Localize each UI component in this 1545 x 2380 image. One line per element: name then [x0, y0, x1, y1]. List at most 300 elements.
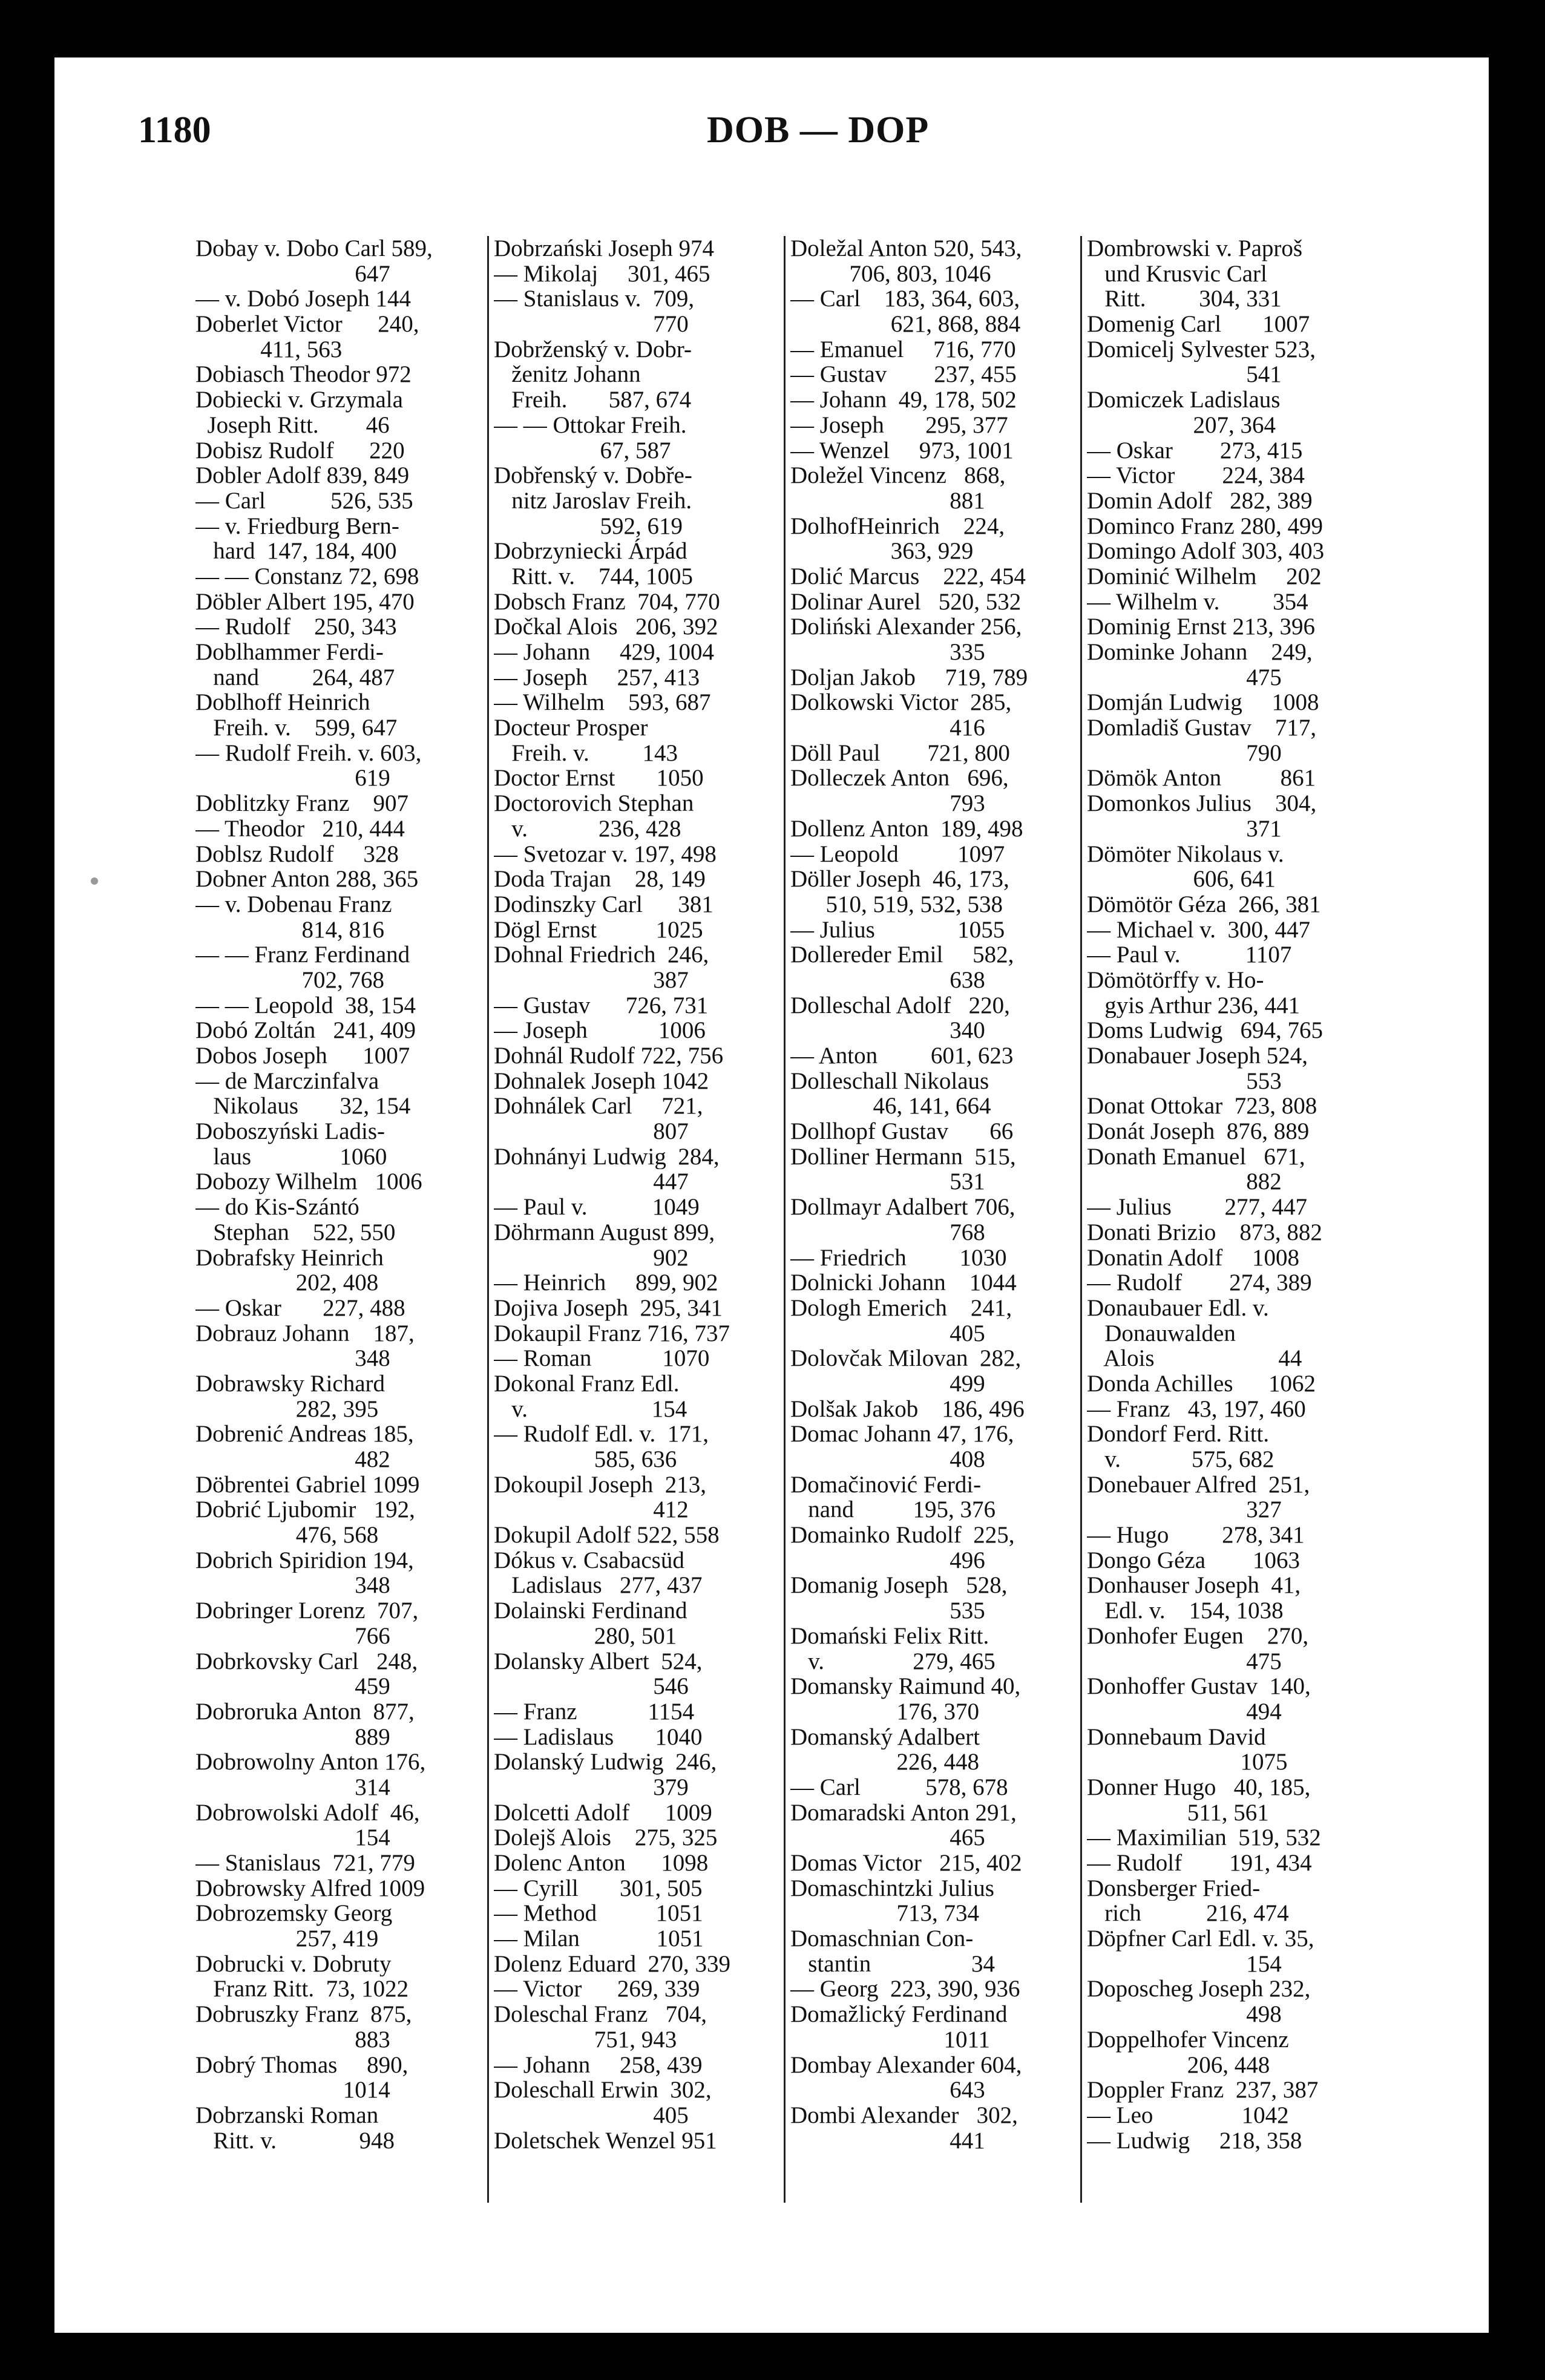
- index-entry-line: — Method 1051: [494, 1901, 703, 1927]
- index-entry-line: 511, 561: [1087, 1800, 1269, 1826]
- index-entry-line: Domansky Raimund 40,: [790, 1674, 1021, 1699]
- index-entry-line: — Paul v. 1107: [1087, 942, 1292, 968]
- index-entry-line: Dolić Marcus 222, 454: [790, 563, 1026, 589]
- index-entry-line: Doblsz Rudolf 328: [195, 841, 399, 867]
- index-entry-line: — Oskar 227, 488: [195, 1295, 405, 1321]
- index-entry-line: — Anton 601, 623: [790, 1043, 1014, 1069]
- index-entry-line: 176, 370: [790, 1699, 979, 1725]
- index-entry-line: — Wilhelm v. 354: [1087, 589, 1308, 615]
- index-entry-line: 790: [1087, 740, 1282, 766]
- margin-dot: [91, 877, 98, 885]
- index-entry-line: 546: [494, 1674, 689, 1699]
- index-entry-line: Dongo Géza 1063: [1087, 1547, 1301, 1573]
- index-entry-line: 363, 929: [790, 539, 974, 564]
- index-entry-line: 702, 768: [195, 967, 384, 993]
- index-entry-line: — Milan 1051: [494, 1926, 704, 1952]
- index-entry-line: 348: [195, 1573, 390, 1599]
- index-entry-line: Donati Brizio 873, 882: [1087, 1219, 1322, 1245]
- index-entry-line: Dobozy Wilhelm 1006: [195, 1169, 422, 1195]
- index-entry-line: Dolcetti Adolf 1009: [494, 1800, 712, 1826]
- index-entry-line: Dobler Adolf 839, 849: [195, 463, 410, 488]
- index-entry-line: 340: [790, 1018, 985, 1043]
- index-entry-line: Donhauser Joseph 41,: [1087, 1573, 1301, 1599]
- index-entry-line: Joseph Ritt. 46: [195, 412, 390, 438]
- index-entry-line: Dobrozemsky Georg: [195, 1901, 393, 1927]
- index-entry-line: 766: [195, 1623, 390, 1649]
- index-entry-line: Dobó Zoltán 241, 409: [195, 1018, 416, 1043]
- index-entry-line: 1075: [1087, 1749, 1288, 1775]
- index-entry-line: Doleschal Franz 704,: [494, 2002, 707, 2027]
- index-entry-line: 476, 568: [195, 1523, 379, 1548]
- index-entry-line: 541: [1087, 362, 1282, 388]
- index-entry-line: 465: [790, 1825, 985, 1851]
- index-entry-line: Dókus v. Csabacsüd: [494, 1547, 684, 1573]
- index-entry-line: 327: [1087, 1497, 1282, 1523]
- index-entry-line: Donnebaum David: [1087, 1724, 1266, 1750]
- index-entry-line: — Johann 429, 1004: [494, 640, 714, 665]
- index-entry-line: Dobsch Franz 704, 770: [494, 589, 720, 615]
- index-entry-line: 412: [494, 1497, 689, 1523]
- index-entry-line: Dolliner Hermann 515,: [790, 1144, 1016, 1170]
- index-entry-line: Dobay v. Dobo Carl 589,: [195, 236, 433, 261]
- index-entry-line: — Rudolf 250, 343: [195, 614, 397, 640]
- index-entry-line: — Joseph 257, 413: [494, 664, 700, 690]
- index-entry-line: Doms Ludwig 694, 765: [1087, 1018, 1323, 1043]
- index-entry-line: Dodinszky Carl 381: [494, 891, 713, 917]
- index-entry-line: Domonkos Julius 304,: [1087, 791, 1317, 816]
- index-entry-line: — — Constanz 72, 698: [195, 563, 419, 589]
- index-entry-line: Dombi Alexander 302,: [790, 2102, 1018, 2128]
- index-entry-line: nand 195, 376: [790, 1497, 996, 1523]
- index-entry-line: — Gustav 237, 455: [790, 362, 1017, 388]
- index-entry-line: Dobřenský v. Dobře-: [494, 463, 692, 488]
- index-entry-line: Dolenz Eduard 270, 339: [494, 1951, 730, 1977]
- index-entry-line: Dömötör Géza 266, 381: [1087, 891, 1321, 917]
- index-entry-line: — Julius 1055: [790, 917, 1005, 943]
- index-entry-line: 535: [790, 1598, 985, 1624]
- index-entry-line: Doposcheg Joseph 232,: [1087, 1976, 1311, 2002]
- index-entry-line: Donsberger Fried-: [1087, 1875, 1261, 1901]
- index-entry-line: Donaubauer Edl. v.: [1087, 1295, 1269, 1321]
- index-entry-line: Doctor Ernst 1050: [494, 765, 704, 792]
- index-entry-line: Dolanský Ludwig 246,: [494, 1749, 717, 1775]
- index-entry-line: 475: [1087, 1648, 1282, 1674]
- index-entry-line: — Ludwig 218, 358: [1087, 2128, 1302, 2154]
- index-entry-line: Döpfner Carl Edl. v. 35,: [1087, 1926, 1314, 1952]
- index-entry-line: 441: [790, 2128, 985, 2154]
- index-entry-line: Donebauer Alfred 251,: [1087, 1472, 1310, 1498]
- index-entry-line: Doležal Anton 520, 543,: [790, 236, 1022, 261]
- index-entry-line: — Johann 49, 178, 502: [790, 387, 1017, 413]
- index-entry-line: 387: [494, 967, 689, 993]
- index-entry-line: v. 575, 682: [1087, 1447, 1274, 1472]
- index-entry-line: Dohnálek Carl 721,: [494, 1093, 703, 1120]
- index-entry-line: — Gustav 726, 731: [494, 992, 709, 1018]
- index-entry-line: Dominke Johann 249,: [1087, 640, 1313, 665]
- index-entry-line: Dohnal Friedrich 246,: [494, 942, 709, 968]
- index-entry-line: — de Marczinfalva: [195, 1068, 379, 1094]
- index-entry-line: laus 1060: [195, 1144, 387, 1170]
- index-entry-line: 585, 636: [494, 1447, 677, 1472]
- index-entry-line: 902: [494, 1245, 689, 1271]
- running-head: DOB — DOP: [707, 110, 930, 151]
- index-entry-line: 510, 519, 532, 538: [790, 891, 1003, 917]
- index-entry-line: Edl. v. 154, 1038: [1087, 1598, 1284, 1624]
- index-entry-line: Donhofer Eugen 270,: [1087, 1623, 1309, 1649]
- index-entry-line: Doppler Franz 237, 387: [1087, 2077, 1319, 2103]
- index-entry-line: Domján Ludwig 1008: [1087, 690, 1319, 716]
- index-entry-line: 154: [1087, 1951, 1282, 1977]
- index-entry-line: 46, 141, 664: [790, 1093, 991, 1120]
- index-entry-line: Domas Victor 215, 402: [790, 1851, 1022, 1876]
- index-entry-line: Dokonal Franz Edl.: [494, 1371, 680, 1397]
- index-entry-line: ženitz Johann: [494, 362, 641, 388]
- index-entry-line: — Michael v. 300, 447: [1087, 917, 1310, 943]
- index-entry-line: Domicelj Sylvester 523,: [1087, 336, 1316, 362]
- index-entry-line: Dobiasch Theodor 972: [195, 362, 412, 388]
- index-entry-line: Dominco Franz 280, 499: [1087, 513, 1323, 539]
- index-entry-line: — v. Dobó Joseph 144: [195, 286, 412, 312]
- index-entry-line: Dolleczek Anton 696,: [790, 765, 1009, 792]
- index-entry-line: Dolinar Aurel 520, 532: [790, 589, 1022, 615]
- index-entry-line: Donatin Adolf 1008: [1087, 1245, 1299, 1271]
- index-entry-line: Dömöter Nikolaus v.: [1087, 841, 1284, 867]
- index-entry-line: — v. Friedburg Bern-: [195, 513, 399, 539]
- index-entry-line: 889: [195, 1724, 390, 1750]
- index-entry-line: — Victor 269, 339: [494, 1976, 700, 2002]
- index-entry-line: Domažlický Ferdinand: [790, 2002, 1008, 2027]
- index-entry-line: Doberlet Victor 240,: [195, 312, 419, 337]
- index-entry-line: Dolansky Albert 524,: [494, 1648, 703, 1674]
- index-entry-line: 881: [790, 488, 985, 514]
- index-entry-line: Dojiva Joseph 295, 341: [494, 1295, 723, 1321]
- index-entry-line: 751, 943: [494, 2027, 677, 2053]
- index-entry-line: — Svetozar v. 197, 498: [494, 841, 717, 867]
- index-entry-line: Doljan Jakob 719, 789: [790, 664, 1028, 690]
- index-entry-line: — Stanislaus 721, 779: [195, 1851, 415, 1876]
- index-entry-line: — Maximilian 519, 532: [1087, 1825, 1321, 1851]
- index-entry-line: Dobroruka Anton 877,: [195, 1699, 415, 1725]
- index-entry-line: 447: [494, 1169, 689, 1195]
- index-entry-line: Dohnalek Joseph 1042: [494, 1068, 709, 1094]
- index-entry-line: — Wenzel 973, 1001: [790, 438, 1014, 464]
- index-entry-line: 882: [1087, 1169, 1282, 1195]
- index-entry-line: Ritt. v. 744, 1005: [494, 563, 693, 589]
- index-columns: [191, 236, 1386, 2203]
- index-entry-line: Ritt. 304, 331: [1087, 286, 1282, 312]
- index-entry-line: — Georg 223, 390, 936: [790, 1976, 1020, 2002]
- index-entry-line: 405: [494, 2102, 689, 2128]
- index-entry-line: Domaschnian Con-: [790, 1926, 974, 1952]
- index-entry-line: Doboszyński Ladis-: [195, 1119, 385, 1144]
- index-entry-line: — Franz 1154: [494, 1699, 695, 1725]
- index-entry-line: 202, 408: [195, 1270, 379, 1296]
- index-entry-line: Dobrić Ljubomir 192,: [195, 1497, 415, 1523]
- index-entry-line: 814, 816: [195, 917, 384, 943]
- index-entry-line: Dobrý Thomas 890,: [195, 2052, 408, 2078]
- index-entry-line: nand 264, 487: [195, 664, 395, 690]
- index-entry-line: v. 154: [494, 1396, 687, 1422]
- index-entry-line: Doliński Alexander 256,: [790, 614, 1022, 640]
- index-entry-line: — Wilhelm 593, 687: [494, 690, 711, 716]
- index-entry-line: Donat Ottokar 723, 808: [1087, 1093, 1317, 1120]
- index-entry-line: — do Kis-Szántó: [195, 1195, 359, 1220]
- index-entry-line: 706, 803, 1046: [790, 261, 991, 287]
- index-entry-line: Doblhoff Heinrich: [195, 690, 370, 716]
- index-entry-line: 713, 734: [790, 1901, 979, 1927]
- index-entry-line: — Rudolf 274, 389: [1087, 1270, 1312, 1296]
- index-entry-line: Dokoupil Joseph 213,: [494, 1472, 706, 1498]
- index-entry-line: gyis Arthur 236, 441: [1087, 992, 1301, 1018]
- index-entry-line: Dollhopf Gustav 66: [790, 1119, 1014, 1144]
- index-entry-line: Freih. v. 599, 647: [195, 715, 398, 741]
- index-entry-line: Dolleschal Adolf 220,: [790, 992, 1010, 1018]
- index-entry-line: Dobrafsky Heinrich: [195, 1245, 384, 1271]
- index-entry-line: Doblitzky Franz 907: [195, 791, 409, 816]
- index-entry-line: — Rudolf 191, 434: [1087, 1851, 1312, 1876]
- index-entry-line: Dobrzyniecki Árpád: [494, 539, 687, 564]
- index-entry-line: Dologh Emerich 241,: [790, 1295, 1012, 1321]
- index-entry-line: Stephan 522, 550: [195, 1219, 396, 1245]
- index-entry-line: Dolovčak Milovan 282,: [790, 1346, 1022, 1371]
- index-entry-line: Dolšak Jakob 186, 496: [790, 1396, 1025, 1422]
- index-entry-line: — Victor 224, 384: [1087, 463, 1305, 488]
- index-entry-line: Nikolaus 32, 154: [195, 1093, 411, 1120]
- index-entry-line: Dombay Alexander 604,: [790, 2052, 1022, 2078]
- index-entry-line: — Theodor 210, 444: [195, 816, 405, 842]
- index-entry-line: 459: [195, 1674, 390, 1699]
- index-entry-line: — Joseph 1006: [494, 1018, 706, 1043]
- index-entry-line: Freih. v. 143: [494, 740, 678, 766]
- index-entry-line: Docteur Prosper: [494, 715, 648, 741]
- index-entry-line: 335: [790, 640, 985, 665]
- index-entry-line: Donath Emanuel 671,: [1087, 1144, 1305, 1170]
- index-entry-line: Domac Johann 47, 176,: [790, 1421, 1014, 1447]
- index-entry-line: 883: [195, 2027, 390, 2053]
- index-entry-line: 416: [790, 715, 985, 741]
- index-entry-line: Dobrženský v. Dobr-: [494, 336, 692, 362]
- index-entry-line: Domański Felix Ritt.: [790, 1623, 989, 1649]
- index-entry-line: 643: [790, 2077, 985, 2103]
- index-entry-line: Dombrowski v. Paproš: [1087, 236, 1303, 261]
- index-entry-line: Domiczek Ladislaus: [1087, 387, 1281, 413]
- index-entry-line: 411, 563: [195, 336, 343, 362]
- index-entry-line: 371: [1087, 816, 1282, 842]
- index-entry-line: Dobisz Rudolf 220: [195, 438, 405, 464]
- index-entry-line: — Friedrich 1030: [790, 1245, 1007, 1271]
- index-entry-line: 499: [790, 1371, 985, 1397]
- index-entry-line: Dominig Ernst 213, 396: [1087, 614, 1315, 640]
- index-entry-line: Dobiecki v. Grzymala: [195, 387, 403, 413]
- index-entry-line: Döller Joseph 46, 173,: [790, 867, 1009, 892]
- index-entry-line: Donner Hugo 40, 185,: [1087, 1774, 1311, 1800]
- index-entry-line: Donauwalden: [1087, 1320, 1236, 1346]
- index-entry-line: 606, 641: [1087, 867, 1276, 892]
- index-entry-line: Dohnányi Ludwig 284,: [494, 1144, 720, 1170]
- index-entry-line: — Leopold 1097: [790, 841, 1005, 867]
- index-column-3: [784, 236, 1080, 2203]
- index-entry-line: Doppelhofer Vincenz: [1087, 2027, 1289, 2053]
- index-entry-line: 638: [790, 967, 985, 993]
- index-entry-line: — Heinrich 899, 902: [494, 1270, 718, 1296]
- index-entry-line: Doctorovich Stephan: [494, 791, 694, 816]
- index-entry-line: hard 147, 184, 400: [195, 539, 397, 564]
- index-entry-line: 348: [195, 1346, 390, 1371]
- index-entry-line: Dollenz Anton 189, 498: [790, 816, 1023, 842]
- index-entry-line: Dobrkovsky Carl 248,: [195, 1648, 418, 1674]
- index-entry-line: Dömötörffy v. Ho-: [1087, 967, 1264, 993]
- index-entry-line: 592, 619: [494, 513, 683, 539]
- index-entry-line: — v. Dobenau Franz: [195, 891, 392, 917]
- index-entry-line: — Paul v. 1049: [494, 1195, 700, 1220]
- index-entry-line: Döll Paul 721, 800: [790, 740, 1010, 766]
- index-entry-line: Domingo Adolf 303, 403: [1087, 539, 1325, 564]
- index-entry-line: Donát Joseph 876, 889: [1087, 1119, 1310, 1144]
- index-entry-line: — Johann 258, 439: [494, 2052, 703, 2078]
- index-entry-line: 482: [195, 1447, 390, 1472]
- index-entry-line: Ritt. v. 948: [195, 2128, 395, 2154]
- index-entry-line: 807: [494, 1119, 689, 1144]
- index-entry-line: Dolleschall Nikolaus: [790, 1068, 989, 1094]
- index-entry-line: 647: [195, 261, 390, 287]
- index-entry-line: 154: [195, 1825, 390, 1851]
- index-entry-line: 770: [494, 312, 689, 337]
- index-entry-line: rich 216, 474: [1087, 1901, 1289, 1927]
- index-entry-line: — Julius 277, 447: [1087, 1195, 1308, 1220]
- index-column-4: [1080, 236, 1377, 2203]
- index-column-2: [487, 236, 784, 2203]
- index-entry-line: Dominić Wilhelm 202: [1087, 563, 1322, 589]
- index-entry-line: Donabauer Joseph 524,: [1087, 1043, 1308, 1069]
- index-entry-line: 379: [494, 1774, 689, 1800]
- index-entry-line: 226, 448: [790, 1749, 979, 1775]
- index-entry-line: DolhofHeinrich 224,: [790, 513, 1005, 539]
- index-entry-line: Dolejš Alois 275, 325: [494, 1825, 718, 1851]
- index-entry-line: — Franz 43, 197, 460: [1087, 1396, 1306, 1422]
- index-entry-line: Dondorf Ferd. Ritt.: [1087, 1421, 1270, 1447]
- index-entry-line: Doletschek Wenzel 951: [494, 2128, 717, 2154]
- index-entry-line: Dobrich Spiridion 194,: [195, 1547, 414, 1573]
- index-entry-line: Doblhammer Ferdi-: [195, 640, 384, 665]
- index-entry-line: Domanig Joseph 528,: [790, 1573, 1008, 1599]
- index-entry-line: 1011: [790, 2027, 991, 2053]
- index-entry-line: 494: [1087, 1699, 1282, 1725]
- index-entry-line: 619: [195, 765, 390, 792]
- index-entry-line: 282, 395: [195, 1396, 379, 1422]
- index-entry-line: und Krusvic Carl: [1087, 261, 1267, 287]
- index-entry-line: — Stanislaus v. 709,: [494, 286, 695, 312]
- index-entry-line: — Hugo 278, 341: [1087, 1523, 1305, 1548]
- index-entry-line: Dohnál Rudolf 722, 756: [494, 1043, 724, 1069]
- index-entry-line: Dobos Joseph 1007: [195, 1043, 410, 1069]
- index-entry-line: nitz Jaroslav Freih.: [494, 488, 692, 514]
- index-entry-line: 67, 587: [494, 438, 671, 464]
- index-entry-line: Dobrowolski Adolf 46,: [195, 1800, 420, 1826]
- index-entry-line: Dočkal Alois 206, 392: [494, 614, 718, 640]
- index-entry-line: Dokupil Adolf 522, 558: [494, 1523, 720, 1548]
- index-entry-line: Doleschall Erwin 302,: [494, 2077, 712, 2103]
- index-entry-line: 475: [1087, 664, 1282, 690]
- index-entry-line: Domačinović Ferdi-: [790, 1472, 982, 1498]
- index-entry-line: — Mikolaj 301, 465: [494, 261, 710, 287]
- index-entry-line: Doležel Vincenz 868,: [790, 463, 1006, 488]
- index-entry-line: — Oskar 273, 415: [1087, 438, 1303, 464]
- index-entry-line: Dolenc Anton 1098: [494, 1851, 709, 1876]
- index-entry-line: — Joseph 295, 377: [790, 412, 1008, 438]
- index-entry-line: — — Ottokar Freih.: [494, 412, 687, 438]
- index-entry-line: Dömök Anton 861: [1087, 765, 1316, 792]
- index-entry-line: Dobringer Lorenz 707,: [195, 1598, 419, 1624]
- index-entry-line: — — Franz Ferdinand: [195, 942, 410, 968]
- index-entry-line: Doda Trajan 28, 149: [494, 867, 706, 892]
- index-entry-line: — Rudolf Edl. v. 171,: [494, 1421, 709, 1447]
- index-entry-line: 207, 364: [1087, 412, 1276, 438]
- index-entry-line: Döbler Albert 195, 470: [195, 589, 415, 615]
- index-entry-line: Dobrucki v. Dobruty: [195, 1951, 392, 1977]
- index-entry-line: v. 236, 428: [494, 816, 681, 842]
- index-entry-line: Dobrzanski Roman: [195, 2102, 379, 2128]
- page-number: 1180: [138, 110, 211, 151]
- index-entry-line: 405: [790, 1320, 985, 1346]
- index-entry-line: — Ladislaus 1040: [494, 1724, 703, 1750]
- index-entry-line: 1014: [195, 2077, 390, 2103]
- index-entry-line: Dobrzański Joseph 974: [494, 236, 714, 261]
- index-entry-line: 280, 501: [494, 1623, 677, 1649]
- index-entry-line: Dolainski Ferdinand: [494, 1598, 687, 1624]
- index-entry-line: 206, 448: [1087, 2052, 1270, 2078]
- index-entry-line: Freih. 587, 674: [494, 387, 692, 413]
- index-entry-line: — Cyrill 301, 505: [494, 1875, 703, 1901]
- index-entry-line: Dolnicki Johann 1044: [790, 1270, 1017, 1296]
- index-entry-line: Dobner Anton 288, 365: [195, 867, 419, 892]
- index-entry-line: Donhoffer Gustav 140,: [1087, 1674, 1311, 1699]
- index-entry-line: 768: [790, 1219, 985, 1245]
- index-entry-line: — Emanuel 716, 770: [790, 336, 1016, 362]
- index-entry-line: — Carl 183, 364, 603,: [790, 286, 1020, 312]
- index-entry-line: Dobrowsky Alfred 1009: [195, 1875, 425, 1901]
- index-entry-line: Domin Adolf 282, 389: [1087, 488, 1313, 514]
- index-entry-line: — Carl 578, 678: [790, 1774, 1008, 1800]
- index-entry-line: Domaradski Anton 291,: [790, 1800, 1017, 1826]
- index-column-1: [191, 236, 487, 2203]
- index-entry-line: Domaschintzki Julius: [790, 1875, 994, 1901]
- index-entry-line: Döhrmann August 899,: [494, 1219, 715, 1245]
- index-entry-line: Domenig Carl 1007: [1087, 312, 1310, 337]
- index-entry-line: 314: [195, 1774, 390, 1800]
- index-entry-line: Dögl Ernst 1025: [494, 917, 703, 943]
- index-entry-line: — Rudolf Freih. v. 603,: [195, 740, 422, 766]
- index-entry-line: Donda Achilles 1062: [1087, 1371, 1316, 1397]
- index-entry-line: Ladislaus 277, 437: [494, 1573, 703, 1599]
- index-entry-line: Franz Ritt. 73, 1022: [195, 1976, 409, 2002]
- index-entry-line: Domainko Rudolf 225,: [790, 1523, 1015, 1548]
- index-entry-line: 793: [790, 791, 985, 816]
- index-entry-line: 257, 419: [195, 1926, 379, 1952]
- index-entry-line: Dokaupil Franz 716, 737: [494, 1320, 730, 1346]
- index-entry-line: Dollmayr Adalbert 706,: [790, 1195, 1015, 1220]
- index-entry-line: Domanský Adalbert: [790, 1724, 980, 1750]
- index-entry-line: — Leo 1042: [1087, 2102, 1289, 2128]
- index-entry-line: 496: [790, 1547, 985, 1573]
- index-entry-line: Döbrentei Gabriel 1099: [195, 1472, 420, 1498]
- index-entry-line: Dobrowolny Anton 176,: [195, 1749, 426, 1775]
- page-header: [138, 103, 1472, 175]
- index-entry-line: 408: [790, 1447, 985, 1472]
- index-entry-line: 621, 868, 884: [790, 312, 1021, 337]
- index-entry-line: v. 279, 465: [790, 1648, 996, 1674]
- index-entry-line: Dobruszky Franz 875,: [195, 2002, 412, 2027]
- index-entry-line: 498: [1087, 2002, 1282, 2027]
